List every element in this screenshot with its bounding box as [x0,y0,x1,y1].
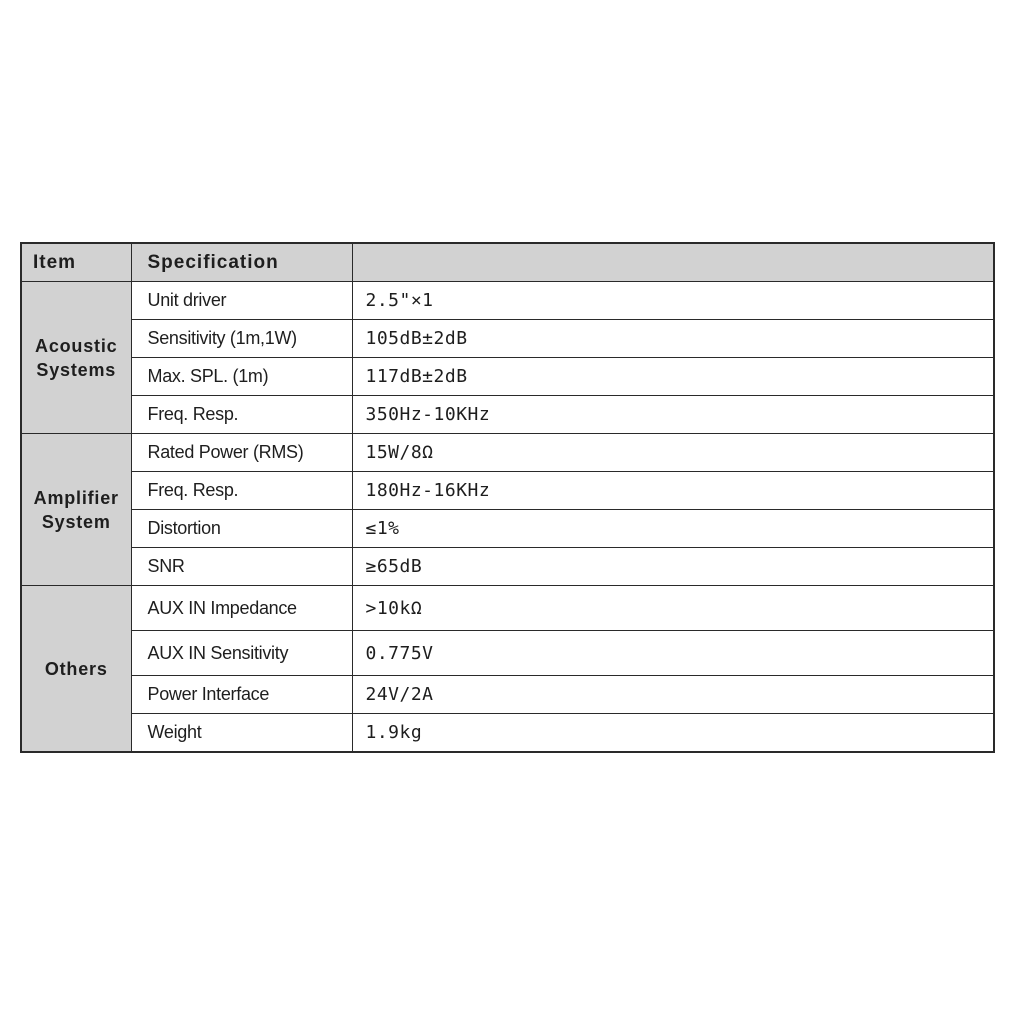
spec-label: Unit driver [131,282,352,320]
group-name-line1: Acoustic [35,335,118,356]
spec-value: 117dB±2dB [352,358,994,396]
spec-label: Power Interface [131,676,352,714]
spec-value: 105dB±2dB [352,320,994,358]
spec-label: Freq. Resp. [131,472,352,510]
spec-value: 350Hz-10KHz [352,396,994,434]
specification-table [20,242,995,753]
spec-label: Rated Power (RMS) [131,434,352,472]
table-row [21,396,994,434]
header-value [352,243,994,282]
spec-label: AUX IN Sensitivity [131,631,352,676]
spec-label: Sensitivity (1m,1W) [131,320,352,358]
table-row [21,714,994,753]
table-row [21,631,994,676]
spec-label: Distortion [131,510,352,548]
spec-value: 24V/2A [352,676,994,714]
group-acoustic-systems [21,282,131,434]
table-header-row [21,243,994,282]
group-amplifier-system [21,434,131,586]
spec-value: ≥65dB [352,548,994,586]
group-name-line1: Amplifier [33,487,119,508]
spec-value: 15W/8Ω [352,434,994,472]
spec-label: Freq. Resp. [131,396,352,434]
spec-value: 1.9kg [352,714,994,753]
group-name-line2: Systems [36,359,117,380]
group-others [21,586,131,753]
header-item: Item [21,243,131,282]
spec-label: Weight [131,714,352,753]
table-row [21,320,994,358]
spec-value: 2.5"×1 [352,282,994,320]
table-row [21,282,994,320]
table-row [21,586,994,631]
spec-label: AUX IN Impedance [131,586,352,631]
spec-value: 180Hz-16KHz [352,472,994,510]
table-row [21,358,994,396]
group-name-line1: Others [44,658,108,679]
table-row [21,472,994,510]
spec-label: SNR [131,548,352,586]
spec-value: >10kΩ [352,586,994,631]
spec-label: Max. SPL. (1m) [131,358,352,396]
spec-value: ≤1% [352,510,994,548]
table-row [21,676,994,714]
group-name-line2: System [41,511,111,532]
table-row [21,548,994,586]
spec-value: 0.775V [352,631,994,676]
table-row [21,510,994,548]
table-row [21,434,994,472]
header-specification: Specification [131,243,352,282]
